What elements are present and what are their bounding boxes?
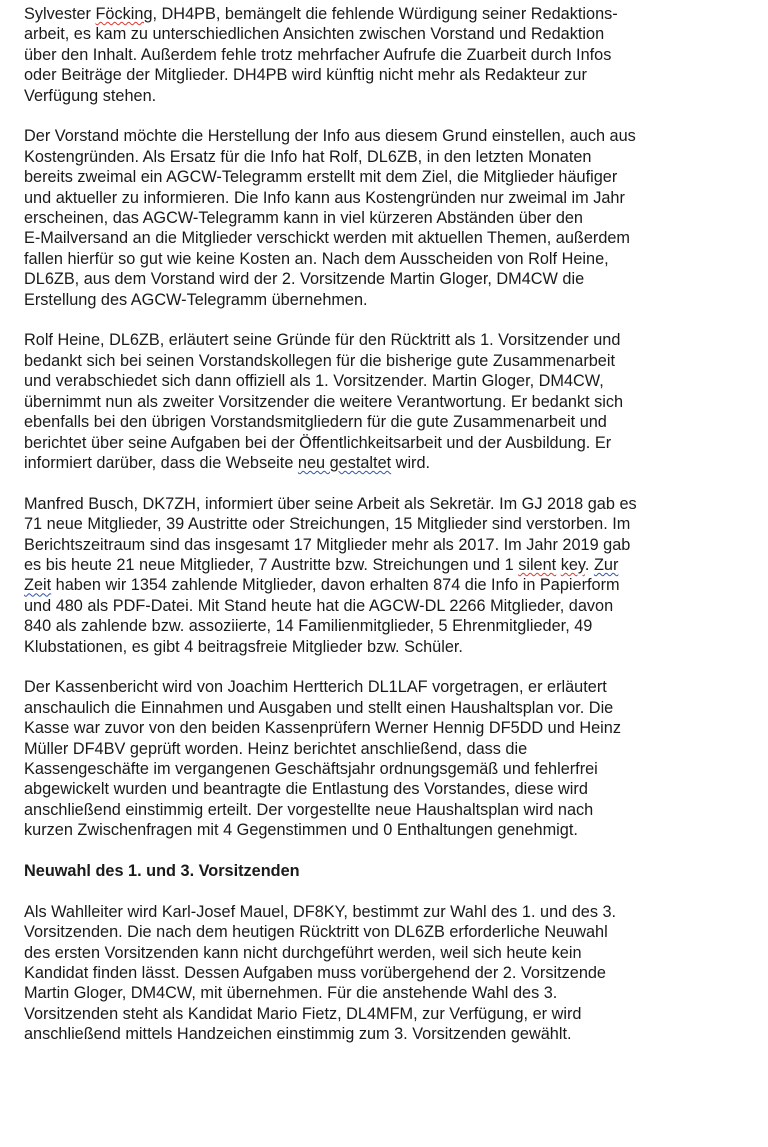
text-line: oder Beiträge der Mitglieder. DH4PB wird künftig nicht mehr als Redakteur zur (24, 66, 587, 85)
text-line: anschließend einstimmig erteilt. Der vorgestellte neue Haushaltsplan wird nach (24, 800, 594, 819)
text-run: haben wir 1354 zahlende Mitglieder, davon erhalten 874 die Info in Papierform (51, 576, 620, 595)
text-line: Als Wahlleiter wird Karl-Josef Mauel, DF8KY, bestimmt zur Wahl des 1. und des 3. (24, 902, 617, 921)
text-line: Verfügung stehen. (24, 86, 157, 105)
text-run: wird. (391, 453, 431, 472)
grammar-error-phrase[interactable]: neu gestaltet (297, 453, 392, 472)
text-line: über den Inhalt. Außerdem fehle trotz mehrfacher Aufrufe die Zuarbeit durch Infos (24, 45, 612, 64)
text-line (24, 453, 758, 473)
spelling-error-word[interactable]: silent (518, 555, 557, 574)
text-line: E-Mailversand an die Mitglieder verschickt werden mit aktuellen Themen, außerdem (24, 229, 630, 248)
text-line: fallen hierfür so gut wie keine Kosten an. Nach dem Ausscheiden von Rolf Heine, (24, 249, 609, 268)
text-run: informiert darüber, dass die Webseite (24, 453, 298, 472)
section-heading: Neuwahl des 1. und 3. Vorsitzenden (24, 861, 300, 880)
text-line: abgewickelt wurden und beantragte die Entlastung des Vorstandes, diese wird (24, 780, 588, 799)
text-run: Sylvester (24, 5, 96, 23)
paragraph-ruecktritt (24, 330, 758, 473)
spelling-error-word[interactable]: Föcking (95, 5, 153, 23)
text-run: . (584, 555, 594, 574)
text-line: und aktueller zu informieren. Die Info kann aus Kostengründen nur zweimal im Jahr (24, 188, 625, 207)
paragraph-vorstand-info (24, 126, 758, 310)
paragraph-sekretaer (24, 494, 758, 657)
text-line: Kostengründen. Als Ersatz für die Info hat Rolf, DL6ZB, in den letzten Monaten (24, 147, 592, 166)
text-line: ebenfalls bei den übrigen Vorstandsmitgliedern für die gute Zusammenarbeit und (24, 413, 607, 432)
text-line: und verabschiedet sich dann offiziell als 1. Vorsitzender. Martin Gloger, DM4CW, (24, 372, 604, 391)
text-line: Müller DF4BV geprüft worden. Heinz berichtet anschließend, dass die (24, 739, 528, 758)
text-line: anschaulich die Einnahmen und Ausgaben und stellt einen Haushaltsplan vor. Die (24, 698, 614, 717)
text-run: es bis heute 21 neue Mitglieder, 7 Austritte bzw. Streichungen und 1 (24, 555, 519, 574)
text-line: Rolf Heine, DL6ZB, erläutert seine Gründe für den Rücktritt als 1. Vorsitzender und (24, 331, 621, 350)
text-line: DL6ZB, aus dem Vorstand wird der 2. Vorsitzende Martin Gloger, DM4CW die (24, 270, 585, 289)
text-line: des ersten Vorsitzenden kann nicht durchgeführt werden, weil sich heute kein (24, 943, 582, 962)
text-line: Kandidat finden lässt. Dessen Aufgaben muss vorübergehend der 2. Vorsitzende (24, 964, 606, 982)
paragraph-redaktion (24, 4, 758, 106)
text-line: Vorsitzenden steht als Kandidat Mario Fietz, DL4MFM, zur Verfügung, er wird (24, 1004, 582, 1023)
text-line: Kassengeschäfte im vergangenen Geschäftsjahr ordnungsgemäß und fehlerfrei (24, 759, 598, 778)
text-line: kurzen Zwischenfragen mit 4 Gegenstimmen und 0 Enthaltungen genehmigt. (24, 821, 578, 840)
text-line: Der Kassenbericht wird von Joachim Hertterich DL1LAF vorgetragen, er erläutert (24, 678, 607, 697)
text-line (24, 575, 758, 595)
text-line: bedankt sich bei seinen Vorstandskollegen für die bisherige gute Zusammenarbeit (24, 351, 616, 370)
text-line: anschließend mittels Handzeichen einstimmig zum 3. Vorsitzenden gewählt. (24, 1025, 572, 1044)
grammar-error-phrase[interactable]: Zur (593, 555, 619, 574)
text-line: arbeit, es kam zu unterschiedlichen Ansichten zwischen Vorstand und Redaktion (24, 25, 605, 44)
text-line: bereits zweimal ein AGCW-Telegramm erstellt mit dem Ziel, die Mitglieder häufiger (24, 168, 618, 187)
paragraph-neuwahl (24, 902, 758, 1045)
text-line: Kasse war zuvor von den beiden Kassenprüfern Werner Hennig DF5DD und Heinz (24, 719, 621, 738)
text-line: Martin Gloger, DM4CW, mit übernehmen. Für die anstehende Wahl des 3. (24, 984, 558, 1003)
text-line: erscheinen, das AGCW-Telegramm kann in viel kürzeren Abständen über den (24, 209, 583, 228)
spelling-error-word[interactable]: key (560, 555, 585, 574)
text-line: Manfred Busch, DK7ZH, informiert über seine Arbeit als Sekretär. Im GJ 2018 gab es (24, 494, 637, 513)
paragraph-kassenbericht (24, 677, 758, 840)
text-line: übernimmt nun als zweiter Vorsitzender die weitere Verantwortung. Er bedankt sich (24, 392, 624, 411)
text-line: 840 als zahlende bzw. assoziierte, 14 Familienmitglieder, 5 Ehrenmitglieder, 49 (24, 617, 593, 636)
text-line (24, 4, 758, 24)
text-line: Vorsitzenden. Die nach dem heutigen Rücktritt von DL6ZB erforderliche Neuwahl (24, 923, 608, 942)
text-line: 71 neue Mitglieder, 39 Austritte oder Streichungen, 15 Mitglieder sind verstorben. Im (24, 515, 631, 534)
text-line: Der Vorstand möchte die Herstellung der Info aus diesem Grund einstellen, auch aus (24, 127, 636, 146)
grammar-error-phrase[interactable]: Zeit (24, 576, 52, 595)
text-line: und 480 als PDF-Datei. Mit Stand heute hat die AGCW-DL 2266 Mitglieder, davon (24, 596, 614, 615)
text-line (24, 555, 758, 575)
text-line: Berichtszeitraum sind das insgesamt 17 Mitglieder mehr als 2017. Im Jahr 2019 gab (24, 535, 631, 554)
text-line: Erstellung des AGCW-Telegramm übernehmen. (24, 290, 368, 309)
text-run: , DH4PB, bemängelt die fehlende Würdigung seiner Redaktions- (152, 5, 618, 23)
text-line: berichtet über seine Aufgaben bei der Öffentlichkeitsarbeit und der Ausbildung. Er (24, 433, 612, 452)
text-line: Klubstationen, es gibt 4 beitragsfreie Mitglieder bzw. Schüler. (24, 637, 463, 656)
